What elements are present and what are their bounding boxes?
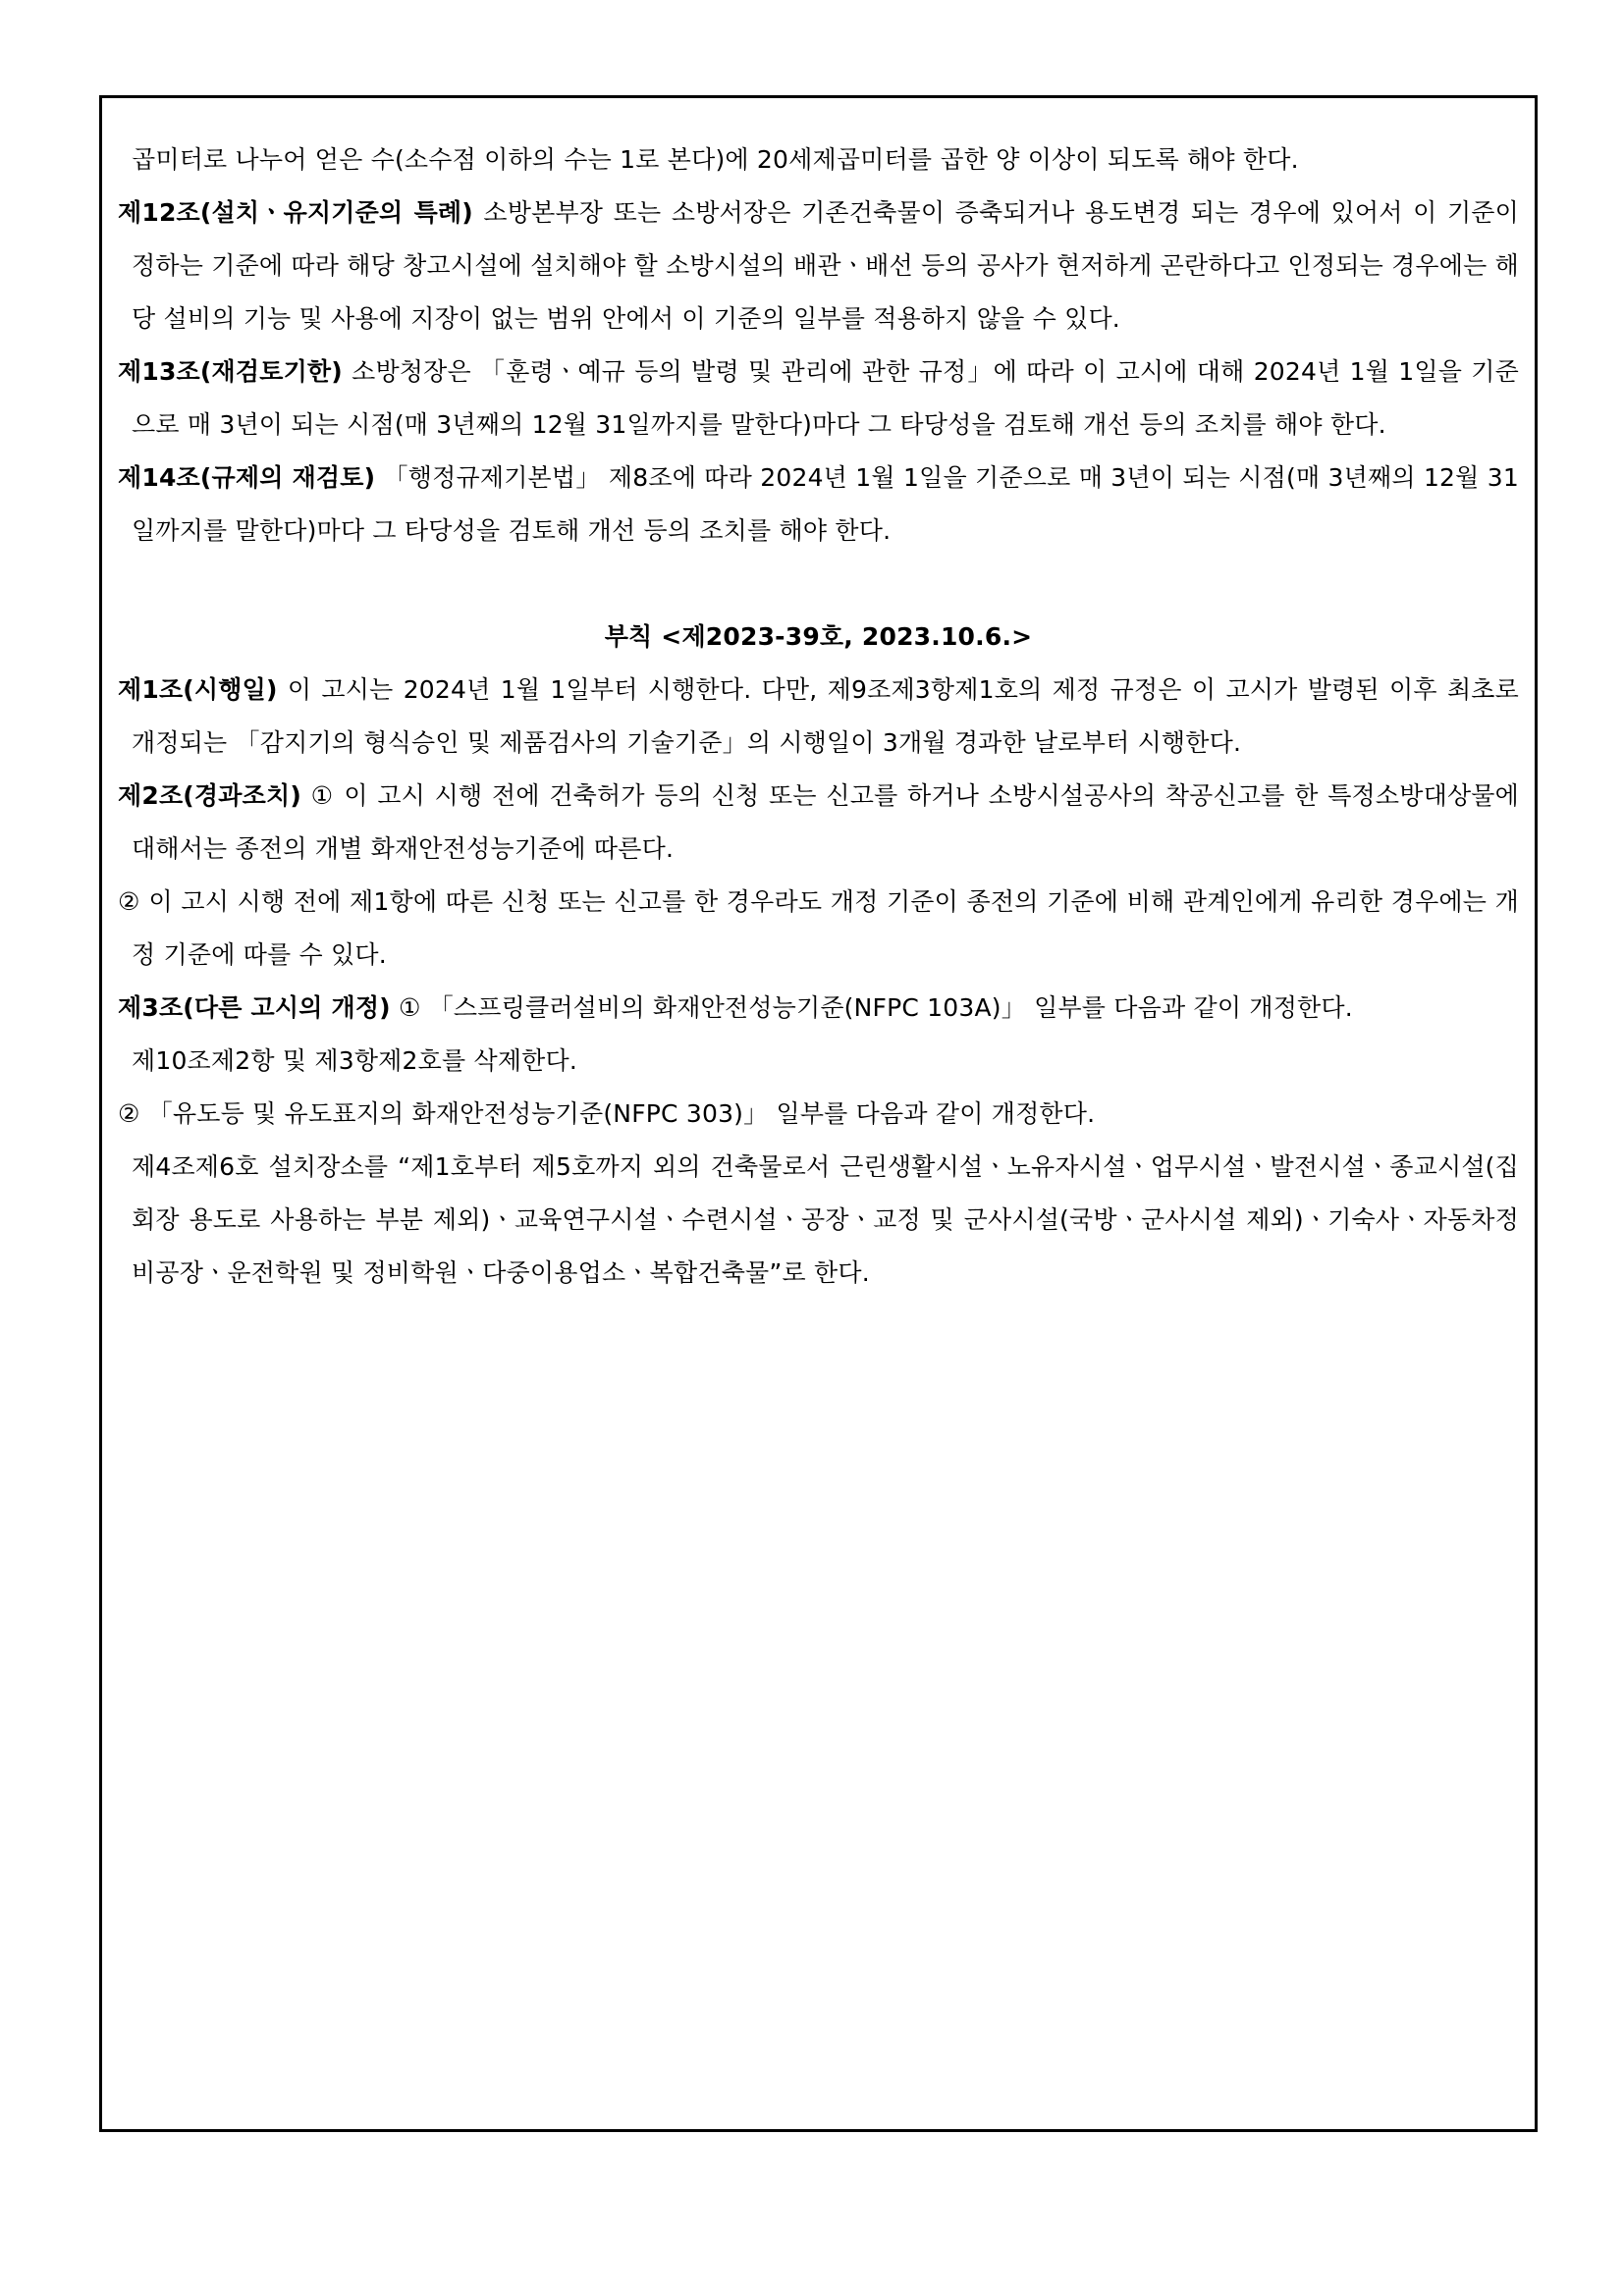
document-frame (99, 95, 1538, 2132)
document-body (118, 133, 1519, 1300)
addenda-article-3-amendment-2: 제4조제6호 설치장소를 “제1호부터 제5호까지 외의 건축물로서 근린생활시설ㆍ노유자시설ㆍ업무시설ㆍ발전시설ㆍ종교시설(집회장 용도로 사용하는 부분 제외)ㆍ교육연구시설ㆍ수련시설ㆍ공장ㆍ교정 및 군사시설(국방ㆍ군사시설 제외)ㆍ기숙사ㆍ자동차정비공장ㆍ운전학원 및 정비학원ㆍ다중이용업소ㆍ복합건축물”로 한다. (132, 1152, 1519, 1287)
addenda-article-3-amendment-1: 제10조제2항 및 제3항제2호를 삭제한다. (132, 1046, 578, 1075)
addenda-article-3-body: ① 「스프링클러설비의 화재안전성능기준(NFPC 103A)」 일부를 다음과 같이 개정한다. (390, 993, 1353, 1022)
article-12-body: 소방본부장 또는 소방서장은 기존건축물이 증축되거나 용도변경 되는 경우에 있어서 이 기준이 정하는 기준에 따라 해당 창고시설에 설치해야 할 소방시설의 배관ㆍ배선 등의 공사가 현저하게 곤란하다고 인정되는 경우에는 해당 설비의 기능 및 사용에 지장이 없는 범위 안에서 이 기준의 일부를 적용하지 않을 수 있다. (132, 198, 1519, 333)
article-13-heading: 제13조(재검토기한) (118, 357, 343, 386)
addenda-title: 부칙 <제2023-39호, 2023.10.6.> (604, 622, 1033, 651)
article-13-body: 소방청장은 「훈령ㆍ예규 등의 발령 및 관리에 관한 규정」에 따라 이 고시에 대해 2024년 1월 1일을 기준으로 매 3년이 되는 시점(매 3년째의 12월 31일까지를 말한다)마다 그 타당성을 검토해 개선 등의 조치를 해야 한다. (132, 357, 1519, 439)
addenda-article-3-paragraph-2: ② 「유도등 및 유도표지의 화재안전성능기준(NFPC 303)」 일부를 다음과 같이 개정한다. (118, 1099, 1096, 1128)
article-14-body: 「행정규제기본법」 제8조에 따라 2024년 1월 1일을 기준으로 매 3년이 되는 시점(매 3년째의 12월 31일까지를 말한다)마다 그 타당성을 검토해 개선 등의 조치를 해야 한다. (132, 463, 1519, 545)
addenda-article-3 (118, 982, 1519, 1035)
addenda-article-2-paragraph-2: ② 이 고시 시행 전에 제1항에 따른 신청 또는 신고를 한 경우라도 개정 기준이 종전의 기준에 비해 관계인에게 유리한 경우에는 개정 기준에 따를 수 있다. (118, 887, 1519, 969)
article-14 (118, 452, 1519, 558)
article-12-heading: 제12조(설치ㆍ유지기준의 특례) (118, 198, 473, 227)
addenda-article-2 (118, 770, 1519, 876)
addenda-article-1 (118, 664, 1519, 770)
addenda-article-3-heading: 제3조(다른 고시의 개정) (118, 993, 391, 1022)
intro-continuation: 곱미터로 나누어 얻은 수(소수점 이하의 수는 1로 본다)에 20세제곱미터를 곱한 양 이상이 되도록 해야 한다. (132, 145, 1299, 174)
article-13 (118, 346, 1519, 452)
addenda-article-2-heading: 제2조(경과조치) (118, 781, 301, 810)
article-12 (118, 187, 1519, 346)
addenda-article-2-body: ① 이 고시 시행 전에 건축허가 등의 신청 또는 신고를 하거나 소방시설공사의 착공신고를 한 특정소방대상물에 대해서는 종전의 개별 화재안전성능기준에 따른다. (132, 781, 1519, 863)
section-spacer (118, 558, 1519, 611)
addenda-article-1-heading: 제1조(시행일) (118, 675, 278, 704)
addenda-article-1-body: 이 고시는 2024년 1월 1일부터 시행한다. 다만, 제9조제3항제1호의 제정 규정은 이 고시가 발령된 이후 최초로 개정되는 「감지기의 형식승인 및 제품검사의 기술기준」의 시행일이 3개월 경과한 날로부터 시행한다. (132, 675, 1519, 757)
article-14-heading: 제14조(규제의 재검토) (118, 463, 376, 492)
